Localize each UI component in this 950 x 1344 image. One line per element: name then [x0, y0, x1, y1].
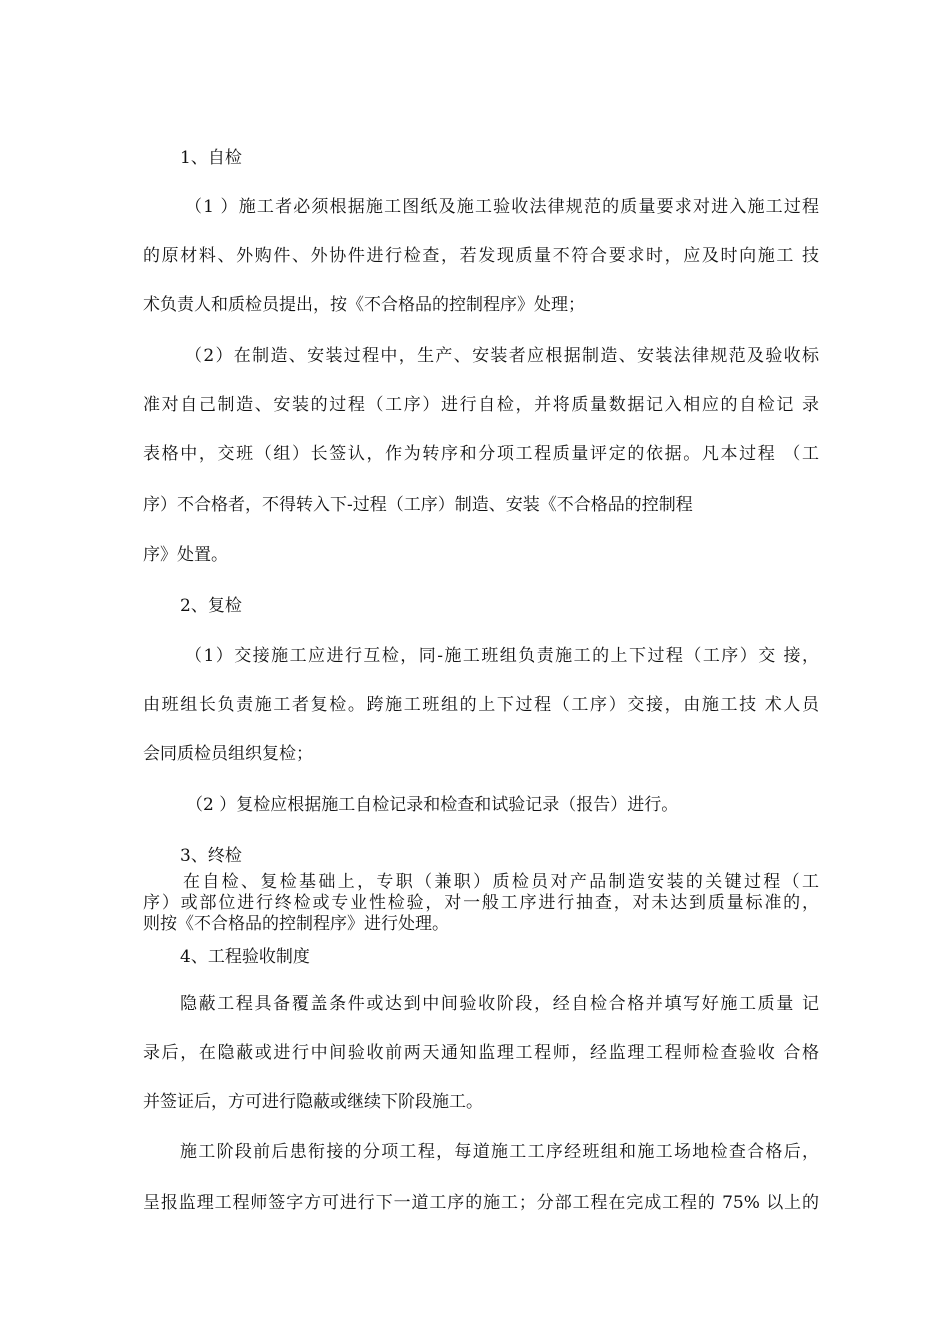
section-heading-self-inspection: 1、自检 [180, 148, 242, 168]
paragraph-line: 并签证后，方可进行隐蔽或继续下阶段施工。 [143, 1092, 483, 1112]
paragraph-line: 施工阶段前后患衔接的分项工程，每道施工工序经班组和施工场地检查合格后， [180, 1142, 819, 1162]
section-heading-re-inspection: 2、复检 [180, 596, 242, 616]
paragraph-line: 录后，在隐蔽或进行中间验收前两天通知监理工程师，经监理工程师检查验收 合格 [143, 1043, 819, 1063]
paragraph-line: 会同质检员组织复检； [143, 744, 313, 764]
paragraph-line: 隐蔽工程具备覆盖条件或达到中间验收阶段，经自检合格并填写好施工质量 记 [180, 994, 819, 1014]
paragraph-line: （2）在制造、安装过程中，生产、安装者应根据制造、安装法律规范及验收标 [185, 346, 819, 366]
paragraph-line: 表格中，交班（组）长签认，作为转序和分项工程质量评定的依据。凡本过程 （工 [143, 444, 819, 464]
paragraph-line: 准对自己制造、安装的过程（工序）进行自检，并将质量数据记入相应的自检记 录 [143, 395, 819, 415]
paragraph-line: （1 ）施工者必须根据施工图纸及施工验收法律规范的质量要求对进入施工过程 [185, 197, 819, 217]
paragraph-line: 则按《不合格品的控制程序》进行处理。 [143, 914, 449, 934]
paragraph-line: 序）或部位进行终检或专业性检验，对一般工序进行抽查，对未达到质量标准的， [143, 893, 819, 913]
section-heading-final-inspection: 3、终检 [180, 846, 242, 866]
paragraph-line: 序）不合格者，不得转入下-过程（工序）制造、安装《不合格品的控制程 [143, 495, 693, 515]
paragraph-line: （2 ）复检应根据施工自检记录和检查和试验记录（报告）进行。 [186, 795, 679, 815]
paragraph-line: （1）交接施工应进行互检，同-施工班组负责施工的上下过程（工序）交 接， [185, 646, 819, 666]
section-heading-acceptance-system: 4、工程验收制度 [180, 947, 310, 967]
paragraph-line: 由班组长负责施工者复检。跨施工班组的上下过程（工序）交接，由施工技 术人员 [143, 695, 819, 715]
paragraph-line: 术负责人和质检员提出，按《不合格品的控制程序》处理； [143, 295, 585, 315]
paragraph-line: 呈报监理工程师签字方可进行下一道工序的施工；分部工程在完成工程的 75% 以上的 [143, 1193, 819, 1213]
paragraph-line: 的原材料、外购件、外协件进行检查，若发现质量不符合要求时，应及时向施工 技 [143, 246, 819, 266]
paragraph-line: 序》处置。 [143, 545, 228, 565]
paragraph-line: 在自检、复检基础上，专职（兼职）质检员对产品制造安装的关键过程（工 [183, 872, 819, 892]
